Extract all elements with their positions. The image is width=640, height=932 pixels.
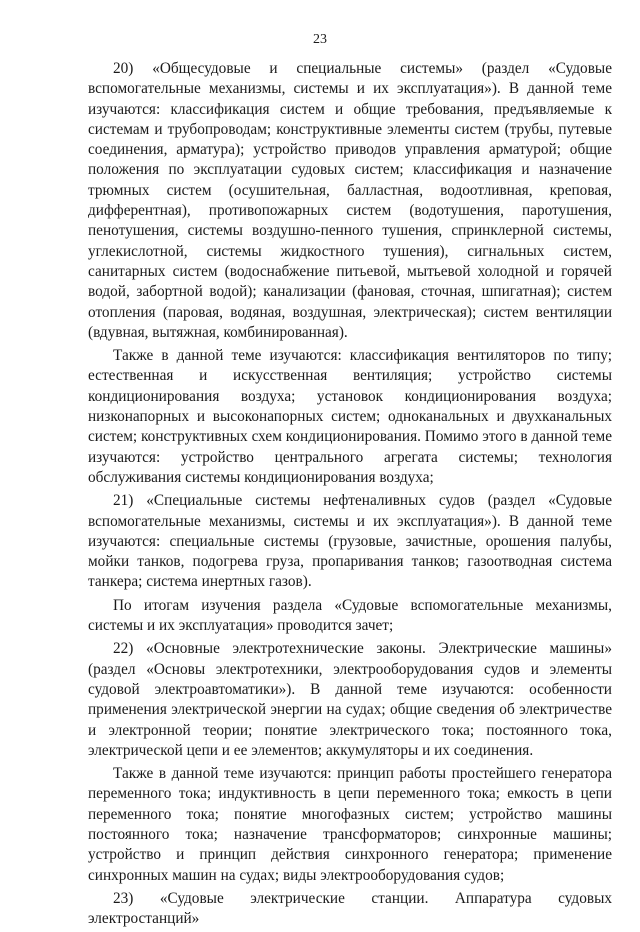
paragraph-topic-23: 23) «Судовые электрические станции. Аппаратура судовых электростанций» [88,889,612,928]
page-number: 23 [313,32,327,47]
paragraph-topic-21: 21) «Специальные системы нефтеналивных судов (раздел «Судовые вспомогательные механизмы, системы и их эксплуатация»). В данной теме изучаются: специальные системы (грузовые, зачистные, орошения палубы, мойки танков, подогрева груза, пропаривания танков; газоотводная система танкера; система инертных газов). [88,492,612,591]
paragraph-ventilation: Также в данной теме изучаются: классификация вентиляторов по типу; естественная и искусственная вентиляция; устройство системы кондиционирования воздуха; установок кондиционирования воздуха; низконапорных и высоконапорных систем; одноканальных и двухканальных систем; конструктивных схем кондиционирования. Помимо этого в данной теме изучаются: устройство центрального агрегата системы; технология обслуживания системы кондиционирования воздуха; [88,347,612,486]
paragraph-topic-22: 22) «Основные электротехнические законы. Электрические машины» (раздел «Основы электротехники, электрооборудования судов и элементы судовой электроавтоматики»). В данной теме изучаются: особенности применения электрической энергии на судах; общие сведения об электричестве и электронной теории; понятие электрического тока; постоянного тока, электрической цепи и ее элементов; аккумуляторы и их соединения. [88,640,612,759]
paragraph-credit: По итогам изучения раздела «Судовые вспомогательные механизмы, системы и их эксплуатация» проводится зачет; [88,596,612,635]
page-body [88,59,612,932]
paragraph-alternating-current: Также в данной теме изучаются: принцип работы простейшего генератора переменного тока; индуктивность в цепи переменного тока; емкость в цепи переменного тока; понятие многофазных систем; устройство машины постоянного тока; назначение трансформаторов; синхронные машины; устройство и принцип действия синхронного генератора; применение синхронных машин на судах; виды электрооборудования судов; [88,765,612,884]
paragraph-topic-20: 20) «Общесудовые и специальные системы» (раздел «Судовые вспомогательные механизмы, системы и их эксплуатация»). В данной теме изучаются: классификация систем и общие требования, предъявляемые к системам и трубопроводам; конструктивные элементы систем (трубы, путевые соединения, арматура); устройство приводов управления арматурой; общие положения по эксплуатации судовых систем; классификация и назначение трюмных систем (осушительная, балластная, водоотливная, креповая, дифферентная), противопожарных систем (водотушения, паротушения, пенотушения, системы воздушно-пенного тушения, спринклерной системы, углекислотной, системы жидкостного тушения), сигнальных систем, санитарных систем (водоснабжение питьевой, мытьевой холодной и горячей водой, забортной водой); канализации (фановая, сточная, шпигатная); систем отопления (паровая, водяная, воздушная, электрическая); систем вентиляции (вдувная, вытяжная, комбинированная). [88,60,612,341]
